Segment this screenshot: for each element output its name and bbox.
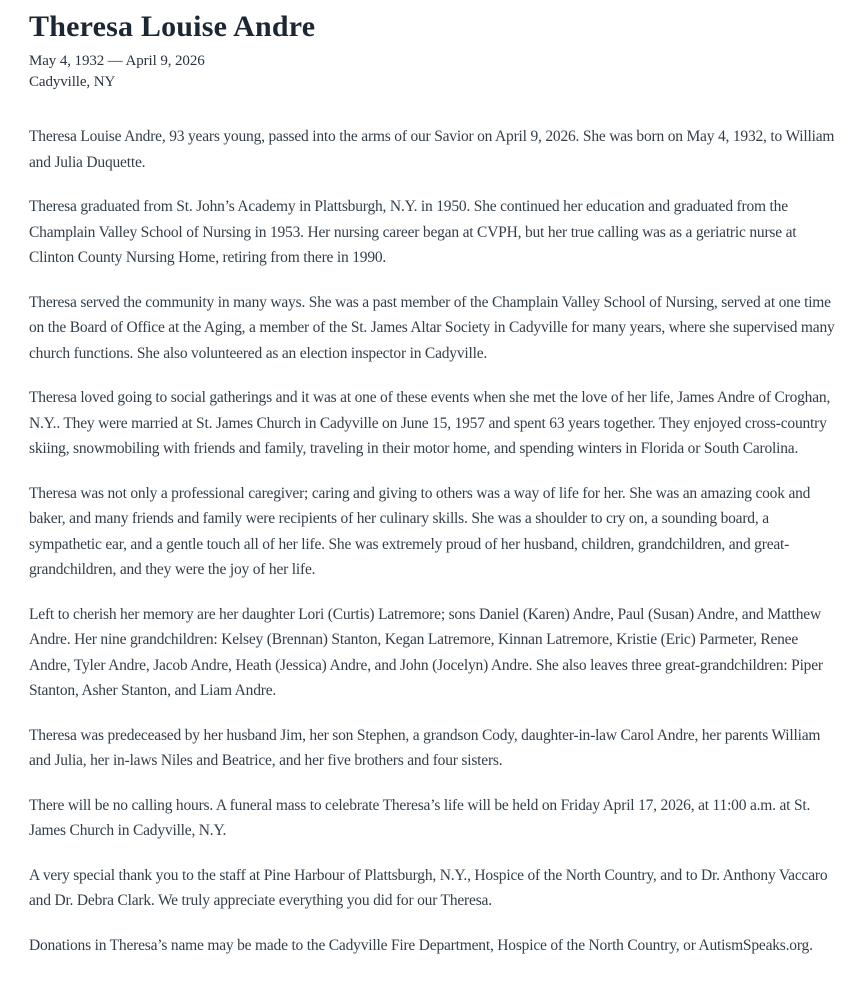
page-title: Theresa Louise Andre bbox=[29, 10, 316, 43]
location: Cadyville, NY bbox=[29, 74, 116, 90]
obituary-paragraph-education: Theresa graduated from St. John’s Academy in Plattsburgh, N.Y. in 1950. She continued her education and graduated from the Champlain Valley School of Nursing in 1953. Her nursing career began at CVPH, but her true calling was as a geriatric nurse at Clinton County Nursing Home, retiring from there in 1990. bbox=[29, 198, 797, 266]
obituary-paragraph-donations: Donations in Theresa’s name may be made to the Cadyville Fire Department, Hospice of the North Country, or AutismSpeaks.org. bbox=[29, 936, 813, 954]
obituary-paragraph-predeceased: Theresa was predeceased by her husband Jim, her son Stephen, a grandson Cody, daughter-in-law Carol Andre, her parents William and Julia, her in-laws Niles and Beatrice, and her five brothers and four sisters. bbox=[29, 726, 821, 769]
obituary-paragraph-services: There will be no calling hours. A funeral mass to celebrate Theresa’s life will be held on Friday April 17, 2026, at 11:00 a.m. at St. James Church in Cadyville, N.Y. bbox=[29, 796, 811, 839]
obituary-paragraph-thanks: A very special thank you to the staff at Pine Harbour of Plattsburgh, N.Y., Hospice of the North Country, and to Dr. Anthony Vaccaro and Dr. Debra Clark. We truly appreciate everything you did for our Theresa. bbox=[29, 866, 828, 909]
obituary-paragraph-community: Theresa served the community in many ways. She was a past member of the Champlain Valley School of Nursing, served at one time on the Board of Office at the Aging, a member of the St. James Altar Society in Cadyville for many years, where she supervised many church functions. She also volunteered as an election inspector in Cadyville. bbox=[29, 293, 835, 362]
obituary-paragraph-marriage: Theresa loved going to social gatherings and it was at one of these events when she met the love of her life, James Andre of Croghan, N.Y.. They were married at St. James Church in Cadyville on June 15, 1957 and spent 63 years together. They enjoyed cross-country skiing, snowmobiling with friends and family, traveling in their motor home, and spending winters in Florida or South Carolina. bbox=[29, 389, 831, 457]
obituary-paragraph-caregiver: Theresa was not only a professional caregiver; caring and giving to others was a way of life for her. She was an amazing cook and baker, and many friends and family were recipients of her culinary skills. She was a shoulder to cry on, a sounding board, a sympathetic ear, and a gentle touch all of her life. She was extremely proud of her husband, children, grandchildren, and great-grandchildren, and they were the joy of her life. bbox=[29, 484, 811, 578]
lifespan-dates: May 4, 1932 — April 9, 2026 bbox=[29, 53, 205, 69]
obituary-body bbox=[29, 124, 835, 958]
obituary-paragraph-intro: Theresa Louise Andre, 93 years young, passed into the arms of our Savior on April 9, 2026. She was born on May 4, 1932, to William and Julia Duquette. bbox=[29, 128, 835, 171]
obituary-paragraph-survivors: Left to cherish her memory are her daughter Lori (Curtis) Latremore; sons Daniel (Karen) Andre, Paul (Susan) Andre, and Matthew Andre. Her nine grandchildren: Kelsey (Brennan) Stanton, Kegan Latremore, Kinnan Latremore, Kristie (Eric) Parmeter, Renee Andre, Tyler Andre, Jacob Andre, Heath (Jessica) Andre, and John (Jocelyn) Andre. She also leaves three great-grandchildren: Piper Stanton, Asher Stanton, and Liam Andre. bbox=[29, 605, 823, 699]
obituary-header bbox=[29, 10, 835, 93]
